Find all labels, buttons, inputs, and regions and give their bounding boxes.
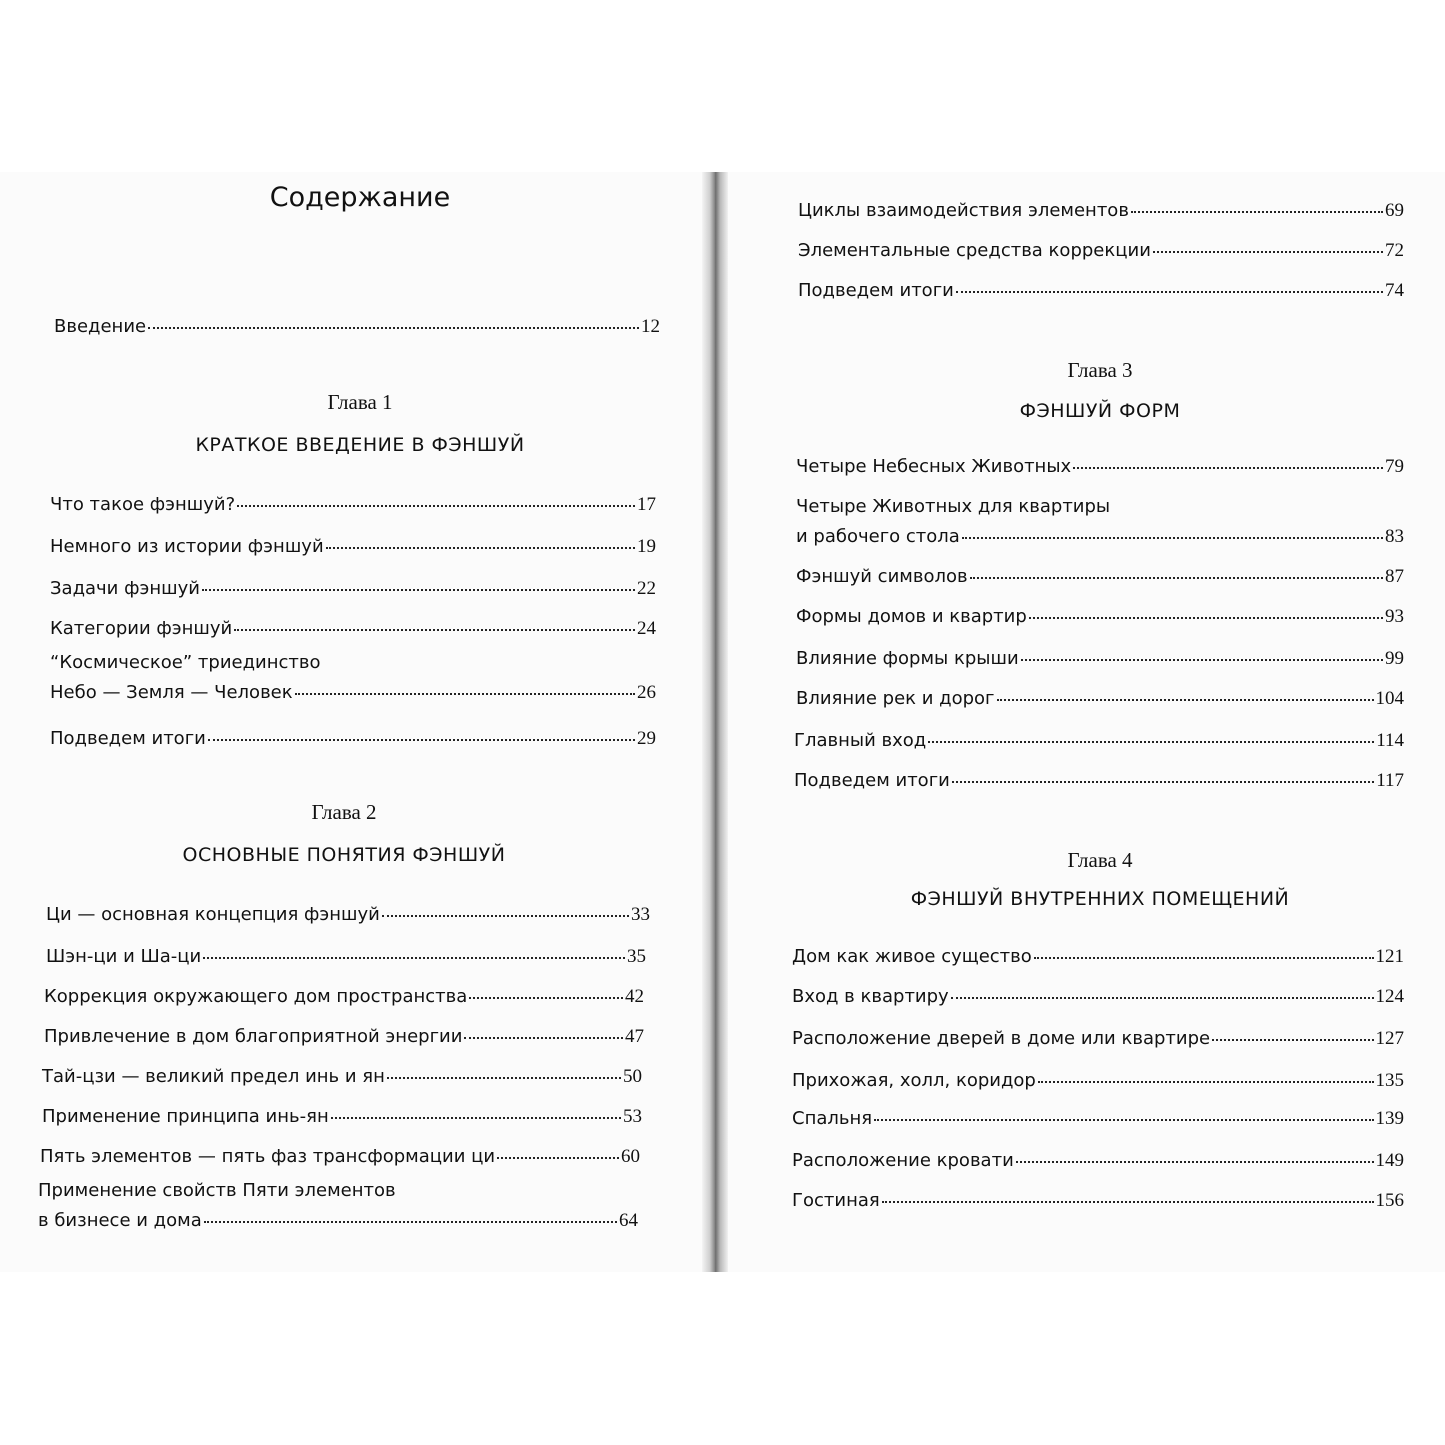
left-page [0,172,712,1272]
toc-entry [44,1022,644,1052]
toc-entry-label: Задачи фэншуй [50,578,200,599]
toc-entry [50,574,656,604]
toc-entry-page: 124 [1375,986,1404,1007]
toc-entry-label: Главный вход [794,730,927,751]
toc-entry-label: Введение [54,316,147,337]
toc-entry-page: 42 [625,986,644,1007]
toc-entry-page: 22 [637,578,656,599]
chapter-2-title: ОСНОВНЫЕ ПОНЯТИЯ ФЭНШУЙ [182,844,506,866]
leader-dots [1153,250,1383,253]
toc-entry-page: 117 [1376,770,1404,791]
toc-entry-label-line1: “Космическое” триединство [50,652,321,673]
leader-dots [464,1036,623,1039]
leader-dots [1021,658,1383,661]
toc-entry-two-line [50,648,656,708]
leader-dots [951,996,1374,999]
chapter-3-title: ФЭНШУЙ ФОРМ [1019,400,1181,422]
toc-entry [798,196,1404,226]
leader-dots [956,290,1383,293]
leader-dots [1131,210,1383,213]
toc-entry-page: 19 [637,536,656,557]
toc-entry-intro [54,312,660,342]
toc-entry-label: в бизнесе и дома [38,1210,202,1231]
toc-entry-label-line1: Применение свойств Пяти элементов [38,1180,396,1201]
toc-entry-page: 72 [1385,240,1404,261]
leader-dots [1016,1160,1374,1163]
toc-entry-page: 47 [625,1026,644,1047]
leader-dots [382,914,629,917]
toc-entry-page: 26 [637,682,656,703]
toc-entry-label: Вход в квартиру [792,986,949,1007]
leader-dots [1034,956,1374,959]
toc-entry-page: 149 [1375,1150,1404,1171]
leader-dots [997,698,1374,701]
toc-entry-label: Категории фэншуй [50,618,233,639]
toc-entry-label: Коррекция окружающего дом пространства [44,986,468,1007]
toc-entry-label: Циклы взаимодействия элементов [798,200,1129,221]
toc-entry [44,982,644,1012]
toc-entry [42,1102,642,1132]
toc-entry-page: 60 [621,1146,640,1167]
leader-dots [874,1118,1373,1121]
right-page [720,172,1445,1272]
toc-entry [792,1024,1404,1054]
chapter-1-title: КРАТКОЕ ВВЕДЕНИЕ В ФЭНШУЙ [195,434,525,456]
toc-entry-page: 114 [1376,730,1404,751]
toc-entry-label: Расположение дверей в доме или квартире [792,1028,1211,1049]
toc-entry-label: Влияние рек и дорог [796,688,995,709]
toc-entry-label: Формы домов и квартир [796,606,1027,627]
toc-entry-label: Подведем итоги [50,728,206,749]
toc-entry [46,900,650,930]
toc-entry-label: Немного из истории фэншуй [50,536,324,557]
toc-entry [792,1104,1404,1134]
leader-dots [1029,616,1383,619]
toc-entry-page: 50 [623,1066,642,1087]
toc-entry [796,452,1404,482]
toc-entry-page: 17 [637,494,656,515]
toc-entry-label: Ци — основная концепция фэншуй [46,904,380,925]
toc-entry-page: 64 [619,1210,638,1231]
chapter-1-label: Глава 1 [327,390,393,414]
toc-entry-page: 121 [1375,946,1404,967]
toc-entry-page: 35 [627,946,646,967]
toc-entry-page: 156 [1375,1190,1404,1211]
chapter-4-label: Глава 4 [1067,848,1133,872]
leader-dots [204,1220,617,1223]
toc-entry [792,982,1404,1012]
toc-entry-label-line1: Четыре Животных для квартиры [796,496,1111,517]
toc-entry-two-line [38,1176,638,1236]
toc-entry-page: 139 [1375,1108,1404,1129]
leader-dots [202,588,635,591]
toc-entry-page: 83 [1385,526,1404,547]
leader-dots [295,692,635,695]
toc-entry [792,942,1404,972]
toc-entry [50,724,656,754]
toc-entry [794,766,1404,796]
leader-dots [469,996,623,999]
toc-entry [46,942,646,972]
leader-dots [148,326,639,329]
toc-entry [792,1066,1404,1096]
leader-dots [331,1116,621,1119]
toc-entry-label: Расположение кровати [792,1150,1014,1171]
toc-entry-two-line [796,492,1404,552]
toc-entry-page: 104 [1375,688,1404,709]
toc-entry-label: Привлечение в дом благоприятной энергии [44,1026,463,1047]
toc-entry [50,614,656,644]
leader-dots [387,1076,621,1079]
toc-entry-label: Подведем итоги [794,770,950,791]
toc-entry [798,236,1404,266]
toc-entry-label: Дом как живое существо [792,946,1032,967]
book-spread [0,172,1445,1272]
toc-entry [42,1062,642,1092]
leader-dots [237,504,635,507]
toc-entry [796,562,1404,592]
toc-entry-page: 53 [623,1106,642,1127]
toc-entry-page: 99 [1385,648,1404,669]
toc-entry-label: Четыре Небесных Животных [796,456,1072,477]
toc-entry-label: Применение принципа инь-ян [42,1106,329,1127]
leader-dots [203,956,625,959]
toc-entry-page: 69 [1385,200,1404,221]
chapter-4-title: ФЭНШУЙ ВНУТРЕННИХ ПОМЕЩЕНИЙ [910,888,1290,910]
leader-dots [962,536,1383,539]
toc-entry [792,1146,1404,1176]
toc-entry-page: 127 [1375,1028,1404,1049]
leader-dots [326,546,635,549]
toc-entry-page: 33 [631,904,650,925]
leader-dots [497,1156,619,1159]
toc-entry-label: Влияние формы крыши [796,648,1019,669]
toc-entry [40,1142,640,1172]
toc-entry-page: 135 [1375,1070,1404,1091]
toc-entry-label: и рабочего стола [796,526,960,547]
toc-entry [50,490,656,520]
toc-title: Содержание [269,182,451,213]
toc-entry-label: Прихожая, холл, коридор [792,1070,1036,1091]
toc-entry-label: Тай-цзи — великий предел инь и ян [42,1066,385,1087]
leader-dots [882,1200,1374,1203]
toc-entry-label: Что такое фэншуй? [50,494,236,515]
toc-entry-page: 93 [1385,606,1404,627]
toc-entry [796,644,1404,674]
toc-entry-label: Гостиная [792,1190,880,1211]
toc-entry [792,1186,1404,1216]
chapter-3-label: Глава 3 [1067,358,1133,382]
leader-dots [952,780,1374,783]
leader-dots [928,740,1374,743]
toc-entry-page: 74 [1385,280,1404,301]
toc-entry-label: Элементальные средства коррекции [798,240,1151,261]
toc-entry [796,684,1404,714]
chapter-2-label: Глава 2 [311,800,377,824]
toc-entry-label: Шэн-ци и Ша-ци [46,946,202,967]
toc-entry-page: 87 [1385,566,1404,587]
toc-entry-label: Фэншуй символов [796,566,968,587]
toc-entry-label: Небо — Земля — Человек [50,682,293,703]
leader-dots [1038,1080,1374,1083]
leader-dots [1212,1038,1373,1041]
toc-entry-page: 79 [1385,456,1404,477]
toc-entry [798,276,1404,306]
toc-entry-label: Пять элементов — пять фаз трансформации ци [40,1146,496,1167]
toc-entry-page: 24 [637,618,656,639]
leader-dots [1073,466,1383,469]
leader-dots [970,576,1383,579]
leader-dots [234,628,635,631]
toc-entry-label: Подведем итоги [798,280,954,301]
toc-entry-label: Спальня [792,1108,873,1129]
toc-entry [50,532,656,562]
toc-entry-page: 12 [641,316,660,337]
toc-entry [796,602,1404,632]
toc-entry [794,726,1404,756]
toc-entry-page: 29 [637,728,656,749]
leader-dots [208,738,635,741]
